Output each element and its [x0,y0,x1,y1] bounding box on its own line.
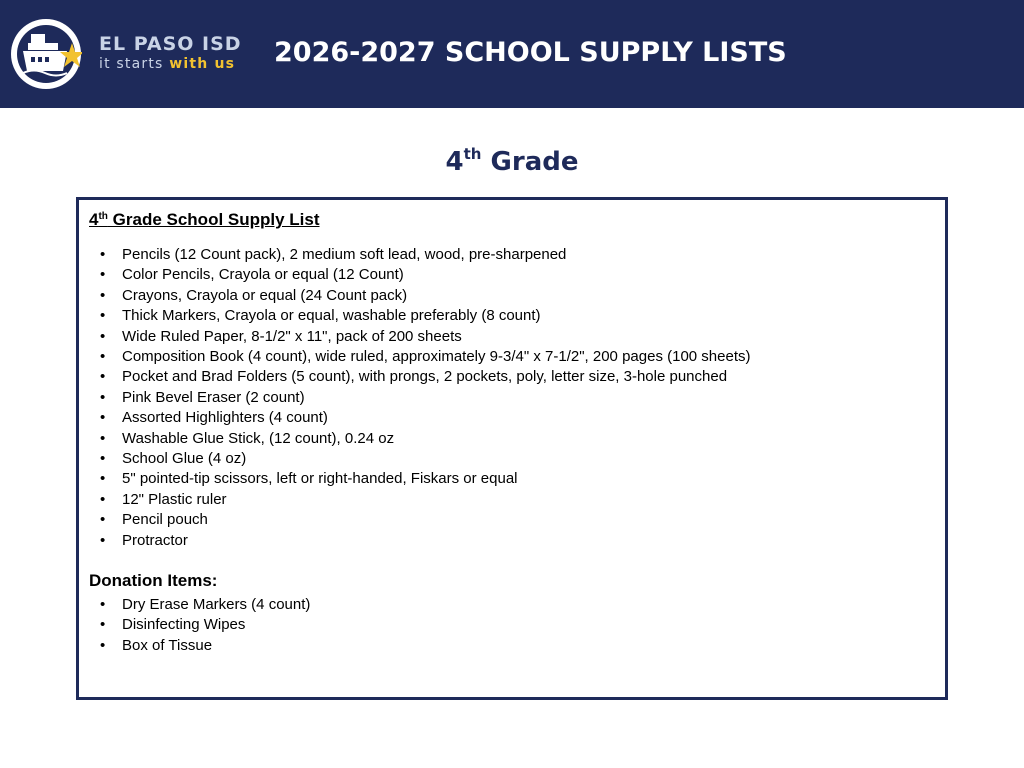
supply-list-title-suffix: th [98,211,108,222]
list-item: • Dry Erase Markers (4 count) [100,595,940,615]
page-banner-title: 2026-2027 SCHOOL SUPPLY LISTS [274,37,787,68]
list-item: • Pink Bevel Eraser (2 count) [100,388,940,408]
list-item: • Wide Ruled Paper, 8-1/2" x 11", pack of 200 sheets [100,327,940,347]
supply-list-box [76,197,948,700]
supply-list-title-rest: Grade School Supply List [107,210,320,229]
list-item: • Pencil pouch [100,510,940,530]
list-item: • School Glue (4 oz) [100,449,940,469]
grade-heading [0,134,1024,182]
list-item: • Pocket and Brad Folders (5 count), with prongs, 2 pockets, poly, letter size, 3-hole punched [100,367,940,387]
list-item: • 5" pointed-tip scissors, left or right-handed, Fiskars or equal [100,469,940,489]
list-item: • Color Pencils, Crayola or equal (12 Count) [100,265,940,285]
grade-suffix: th [463,145,482,163]
district-tagline [99,55,242,73]
supply-list [100,245,940,551]
donation-heading: Donation Items: [89,571,218,590]
grade-number: 4 [445,147,464,177]
list-item: • Washable Glue Stick, (12 count), 0.24 oz [100,429,940,449]
list-item: • Crayons, Crayola or equal (24 Count pack) [100,286,940,306]
list-item: • Composition Book (4 count), wide ruled, approximately 9-3/4" x 7-1/2", 200 pages (100 sheets) [100,347,940,367]
list-item: • Thick Markers, Crayola or equal, washable preferably (8 count) [100,306,940,326]
donation-list [100,595,940,656]
list-item: • Disinfecting Wipes [100,615,940,635]
list-item: • Pencils (12 Count pack), 2 medium soft lead, wood, pre-sharpened [100,245,940,265]
district-name: EL PASO ISD [99,33,242,55]
district-logo-icon [10,18,82,90]
supply-list-title-number: 4 [89,210,99,229]
list-item: • 12" Plastic ruler [100,490,940,510]
supply-list-title [89,206,320,231]
district-wordmark [99,33,242,73]
tagline-lead: it starts [99,56,170,72]
grade-word: Grade [490,147,579,177]
list-item: • Protractor [100,531,940,551]
tagline-highlight: with us [169,56,236,72]
list-item: • Assorted Highlighters (4 count) [100,408,940,428]
list-item: • Box of Tissue [100,636,940,656]
header-banner [0,0,1024,108]
district-emblem-icon [10,18,82,90]
